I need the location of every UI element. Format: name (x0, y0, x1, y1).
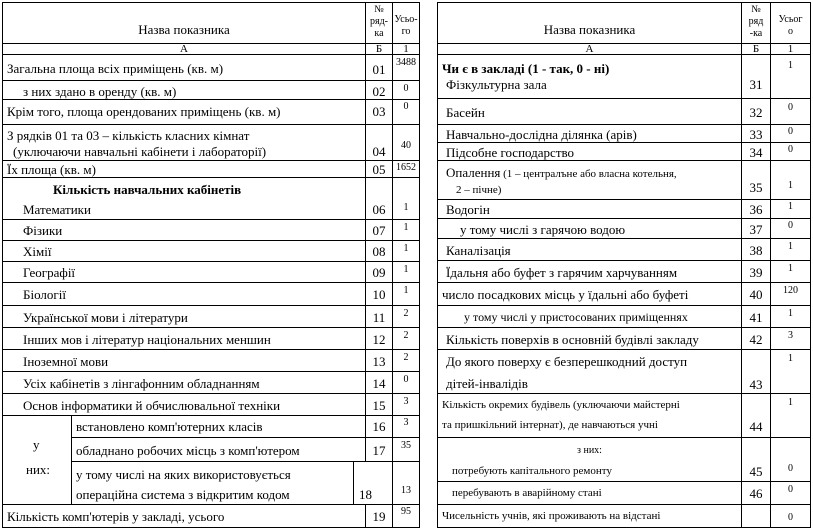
row-47-label-cell: Чисельність учнів, які проживають на відстані (437, 504, 742, 528)
row-35-value-cell: 1 (770, 160, 811, 200)
row-08-label-cell: Хімії (2, 240, 366, 262)
right-colcode-1: 1 (770, 43, 811, 55)
row-05-value-cell: 1652 (392, 160, 420, 178)
row-01-value-cell: 3488 (392, 54, 420, 81)
row-41-label-cell: у тому числі у пристосованих приміщеннях (437, 305, 742, 328)
row-13-label-cell: Іноземної мови (2, 349, 366, 372)
row-10-value-cell: 1 (392, 282, 420, 306)
row-41-value-cell: 1 (770, 305, 811, 328)
right-header-name: Назва показника (543, 22, 636, 37)
row-14-label-cell: Усіх кабінетів з лінгафонним обладнанням (2, 371, 366, 394)
left-colcode-1: 1 (392, 43, 420, 55)
row-16-no-cell: 16 (365, 415, 393, 438)
left-colcode-b: Б (365, 43, 393, 55)
row-10-label-cell: Біології (2, 282, 366, 306)
cabinets-section-title: Кількість навчальних кабінетів (53, 182, 242, 197)
row-44-label-cell: Кількість окремих будівель (уключаючи майстерні та пришкільний інтернат), де навчаються учні (437, 393, 742, 438)
row-40-value-cell: 120 (770, 282, 811, 306)
row-42-label-cell: Кількість поверхів в основній будівлі закладу (437, 327, 742, 350)
row-39-label-cell: Їдальня або буфет з гарячим харчуванням (437, 260, 742, 283)
row-42-value-cell: 3 (770, 327, 811, 350)
row-08-value-cell: 1 (392, 240, 420, 262)
left-header-rowno-cell (365, 2, 393, 44)
row-05-label-cell: Їх площа (кв. м) (2, 160, 366, 178)
row-36-no-cell: 36 (741, 199, 771, 219)
row-19-no-cell: 19 (365, 504, 393, 528)
row-03-value-cell: 0 (392, 99, 420, 125)
right-colcode-b: Б (741, 43, 771, 55)
row-06-label-cell: Кількість навчальних кабінетів Математики (2, 177, 366, 220)
row-13-value-cell: 2 (392, 349, 420, 372)
row-46-no-cell: 46 (741, 481, 771, 505)
row-18-no-cell: 18 (353, 461, 393, 505)
row-33-value-cell: 0 (770, 124, 811, 143)
row-07-no-cell: 07 (365, 219, 393, 241)
left-header-name-cell (2, 2, 366, 44)
row-43-value-cell: 1 (770, 349, 811, 394)
row-13-no-cell: 13 (365, 349, 393, 372)
row-12-value-cell: 2 (392, 327, 420, 350)
row-11-no-cell: 11 (365, 305, 393, 328)
row-18-value-cell: 13 (392, 461, 420, 505)
row-46-label-cell: перебувають в аварійному стані (437, 481, 742, 505)
row-05-no-cell: 05 (365, 160, 393, 178)
row-41-no-cell: 41 (741, 305, 771, 328)
row-02-label-cell: з них здано в оренду (кв. м) (2, 80, 366, 100)
of-them-label-2: них: (26, 462, 51, 477)
row-35-label-cell: Опалення (1 – централъне або власна котельня, 2 – пічне) (437, 160, 742, 200)
row-19-value-cell: 95 (392, 504, 420, 528)
row-43-label-cell: До якого поверху є безперешкодний доступ дітей-інвалідів (437, 349, 742, 394)
row-02-value-cell: 0 (392, 80, 420, 100)
row-04-label-cell: З рядків 01 та 03 – кількість класних кімнат (уключаючи навчальні кабінети і лабораторії) (2, 124, 366, 161)
left-header-rowno-2: ряд- (369, 16, 389, 27)
row-09-value-cell: 1 (392, 261, 420, 283)
row-34-value-cell: 0 (770, 142, 811, 161)
row-47-value-cell: 0 (770, 504, 811, 528)
row-38-no-cell: 38 (741, 238, 771, 261)
row-06-no-cell: 06 (365, 177, 393, 220)
row-01-no-cell: 01 (365, 54, 393, 81)
row-31-label-cell: Чи є в закладі (1 - так, 0 - ні) Фізкультурна зала (437, 54, 742, 99)
row-36-value-cell: 1 (770, 199, 811, 219)
row-07-value-cell: 1 (392, 219, 420, 241)
availability-intro: Чи є в закладі (1 - так, 0 - ні) (442, 61, 610, 76)
row-37-no-cell: 37 (741, 218, 771, 239)
row-35-no-cell: 35 (741, 160, 771, 200)
left-header-rowno-1: № (374, 4, 384, 15)
right-colcode-a: А (437, 43, 742, 55)
right-header-name-cell (437, 2, 742, 44)
row-37-label-cell: у тому числі з гарячою водою (437, 218, 742, 239)
row-46-value-cell: 0 (770, 481, 811, 505)
row-16-label-cell: встановлено комп'ютерних класів (71, 415, 366, 438)
row-37-value-cell: 0 (770, 218, 811, 239)
row-40-label-cell: число посадкових місць у їдальні або буфеті (437, 282, 742, 306)
row-32-no-cell: 32 (741, 98, 771, 125)
row-19-label-cell: Кількість комп'ютерів у закладі, усього (2, 504, 366, 528)
row-42-no-cell: 42 (741, 327, 771, 350)
row-32-value-cell: 0 (770, 98, 811, 125)
row-45-no-cell: 45 (741, 437, 771, 482)
row-15-label-cell: Основ інформатики й обчислювальної техніки (2, 393, 366, 416)
row-14-value-cell: 0 (392, 371, 420, 394)
left-colcode-a: А (2, 43, 366, 55)
row-11-value-cell: 2 (392, 305, 420, 328)
row-43-no-cell: 43 (741, 349, 771, 394)
row-18-label-cell: у тому числі на яких використовується операційна система з відкритим кодом (71, 461, 354, 505)
row-38-value-cell: 1 (770, 238, 811, 261)
row-33-no-cell: 33 (741, 124, 771, 143)
row-11-label-cell: Української мови і літератури (2, 305, 366, 328)
row-34-label-cell: Підсобне господарство (437, 142, 742, 161)
row-12-no-cell: 12 (365, 327, 393, 350)
row-44-value-cell: 1 (770, 393, 811, 438)
row-44-no-cell: 44 (741, 393, 771, 438)
row-16-value-cell: 3 (392, 415, 420, 438)
row-09-label-cell: Географії (2, 261, 366, 283)
of-them-cell (2, 415, 72, 505)
row-02-no-cell: 02 (365, 80, 393, 100)
right-header-rowno-cell: № ряд -ка (741, 2, 771, 44)
of-them-label-1: у (33, 437, 40, 452)
row-07-label-cell: Фізики (2, 219, 366, 241)
row-06-value-cell: 1 (392, 177, 420, 220)
row-39-value-cell: 1 (770, 260, 811, 283)
left-header-total-1: Усьо- (394, 14, 418, 25)
row-12-label-cell: Інших мов і літератур національних меншин (2, 327, 366, 350)
row-04-value-cell: 40 (392, 124, 420, 161)
left-header-rowno-3: ка (374, 28, 384, 39)
row-17-no-cell: 17 (365, 437, 393, 462)
right-of-them-label: з них: (577, 445, 602, 456)
row-47-no-cell (741, 504, 771, 528)
row-40-no-cell: 40 (741, 282, 771, 306)
row-04-no-cell: 04 (365, 124, 393, 161)
row-36-label-cell: Водогін (437, 199, 742, 219)
left-header-name: Назва показника (138, 22, 230, 37)
row-15-no-cell: 15 (365, 393, 393, 416)
row-03-label-cell: Крім того, площа орендованих приміщень (кв. м) (2, 99, 366, 125)
row-34-no-cell: 34 (741, 142, 771, 161)
row-09-no-cell: 09 (365, 261, 393, 283)
row-33-label-cell: Навчально-дослідна ділянка (арів) (437, 124, 742, 143)
row-45-label-cell: з них: потребують капітального ремонту (437, 437, 742, 482)
row-31-no-cell: 31 (741, 54, 771, 99)
row-32-label-cell: Басейн (437, 98, 742, 125)
left-header-total-2: го (401, 26, 411, 37)
right-header-total-cell: Усьог о (770, 2, 811, 44)
row-15-value-cell: 3 (392, 393, 420, 416)
row-03-no-cell: 03 (365, 99, 393, 125)
row-39-no-cell: 39 (741, 260, 771, 283)
row-38-label-cell: Каналізація (437, 238, 742, 261)
row-10-no-cell: 10 (365, 282, 393, 306)
row-08-no-cell: 08 (365, 240, 393, 262)
row-01-label-cell: Загальна площа всіх приміщень (кв. м) (2, 54, 366, 81)
row-17-label-cell: обладнано робочих місць з комп'ютером (71, 437, 366, 462)
left-header-total-cell (392, 2, 420, 44)
row-17-value-cell: 35 (392, 437, 420, 462)
row-45-value-cell: 0 (770, 437, 811, 482)
row-31-value-cell: 1 (770, 54, 811, 99)
row-14-no-cell: 14 (365, 371, 393, 394)
